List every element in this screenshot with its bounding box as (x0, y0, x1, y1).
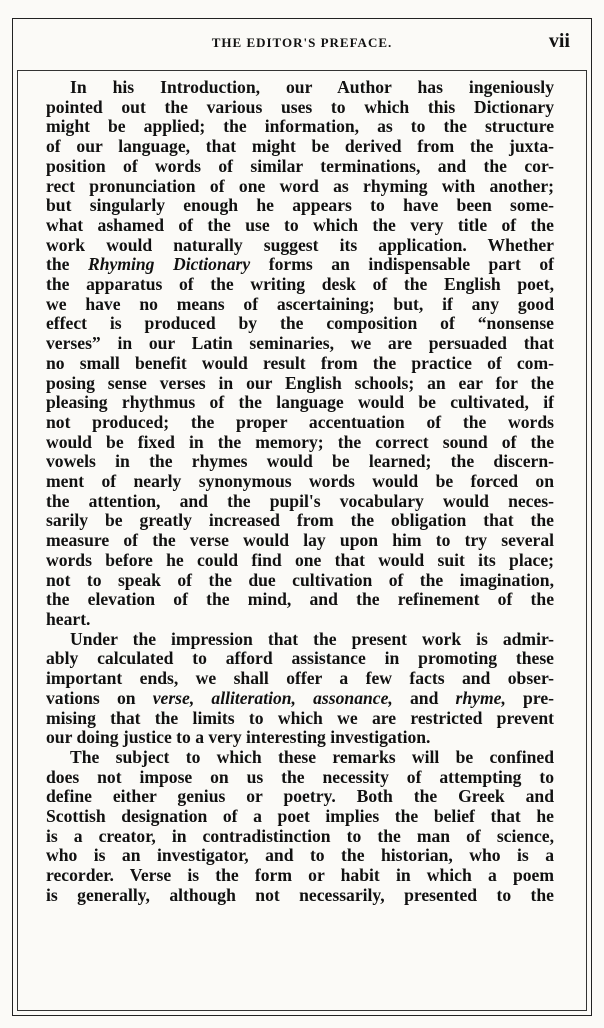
text-line: might be applied; the information, as to the structure (46, 116, 554, 137)
text-line: The subject to which these remarks will be confined (70, 746, 554, 767)
text-line: the Rhyming Dictionary forms an indispensable part of (46, 254, 554, 275)
text-line: rect pronunciation of one word as rhyming with another; (46, 175, 554, 196)
text-line: position of words of similar terminations, and the cor- (46, 155, 554, 176)
text-line: does not impose on us the necessity of attempting to (46, 766, 554, 787)
page-number: vii (548, 30, 570, 52)
text-line: Scottish designation of a poet implies the belief that he (46, 806, 554, 827)
paragraph (46, 630, 554, 748)
text-line: pleasing rhythmus of the language would be cultivated, if (46, 392, 554, 413)
italic-text: Rhyming Dictionary (87, 254, 251, 275)
text-line: we have no means of ascertaining; but, if any good (46, 293, 554, 314)
paragraph (46, 748, 554, 906)
text-line: the attention, and the pupil's vocabulary would neces- (46, 490, 554, 511)
italic-text: verse, alliteration, assonance, (152, 687, 393, 708)
text-line: mising that the limits to which we are restricted prevent (46, 707, 554, 728)
text-line: verses” in our Latin seminaries, we are persuaded that (46, 333, 554, 354)
text-line: important ends, we shall offer a few facts and obser- (46, 668, 554, 689)
text-line: is a creator, in contradistinction to the man of science, (46, 825, 554, 846)
text-line: recorder. Verse is the form or habit in which a poem (46, 865, 554, 886)
paragraph (46, 78, 554, 630)
text-line: In his Introduction, our Author has ingeniously (70, 77, 554, 97)
text-line: our doing justice to a very interesting investigation. (46, 727, 431, 748)
text-line: who is an investigator, and to the historian, who is a (46, 845, 554, 866)
text-line: effect is produced by the composition of “nonsense (46, 313, 554, 334)
text-line: what ashamed of the use to which the very title of the (46, 214, 554, 235)
text-line: of our language, that might be derived from the juxta- (46, 136, 554, 157)
text-line: not to speak of the due cultivation of the imagination, (46, 569, 554, 590)
text-line: not produced; the proper accentuation of the words (46, 411, 554, 432)
text-line: heart. (46, 608, 91, 629)
text-line: ably calculated to afford assistance in promoting these (46, 648, 554, 669)
text-line: is generally, although not necessarily, presented to the (46, 884, 554, 905)
text-line: measure of the verse would lay upon him to try several (46, 530, 554, 551)
text-line: would be fixed in the memory; the correct sound of the (46, 431, 554, 452)
text-line: the apparatus of the writing desk of the English poet, (46, 274, 554, 295)
text-line: ment of nearly synonymous words would be forced on (46, 471, 554, 492)
text-line: vowels in the rhymes would be learned; the discern- (46, 451, 554, 472)
text-line: pointed out the various uses to which this Dictionary (46, 96, 554, 117)
italic-text: rhyme, (455, 687, 506, 708)
text-line: Under the impression that the present work is admir- (70, 628, 554, 649)
page-header (30, 30, 574, 56)
body-text (46, 78, 554, 906)
text-line: sarily be greatly increased from the obligation that the (46, 510, 554, 531)
text-line: work would naturally suggest its application. Whether (46, 234, 554, 255)
text-line: no small benefit would result from the practice of com- (46, 352, 554, 373)
text-line: define either genius or poetry. Both the Greek and (46, 786, 554, 807)
text-line: words before he could find one that would suit its place; (46, 549, 554, 570)
text-line: the elevation of the mind, and the refinement of the (46, 589, 554, 610)
text-line: but singularly enough he appears to have been some- (46, 195, 554, 216)
text-line: posing sense verses in our English schools; an ear for the (46, 372, 554, 393)
text-line: vations on verse, alliteration, assonance, and rhyme, pre- (46, 687, 554, 708)
running-head: THE EDITOR'S PREFACE. (211, 35, 393, 50)
